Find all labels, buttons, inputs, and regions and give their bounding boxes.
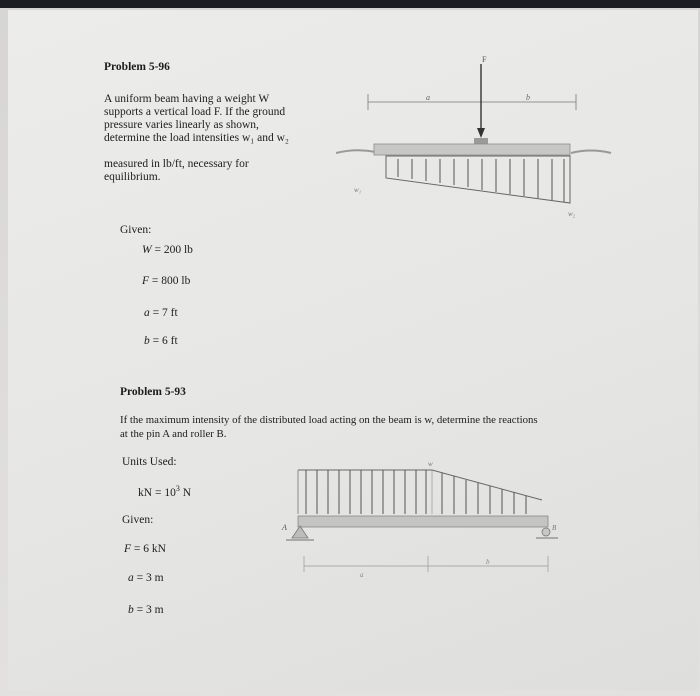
given-value: 6 ft — [162, 335, 178, 347]
dim-b-label: b — [486, 558, 490, 566]
load-outline — [298, 470, 542, 500]
given-value: 800 lb — [161, 275, 191, 287]
given-symbol: F — [124, 543, 132, 555]
beam — [298, 516, 548, 527]
units-lhs: kN — [138, 486, 153, 499]
problem-596-line-5: measured in lb/ft, necessary for — [104, 158, 249, 170]
given-row-b: b = 6 ft — [144, 335, 178, 347]
problem-596-line-1: A uniform beam having a weight W — [104, 93, 270, 105]
dim-a-label: a — [360, 571, 364, 579]
label-a: A — [282, 523, 287, 532]
beam-ground-pressure-figure — [316, 50, 616, 220]
given-row-W: W = 200 lb — [142, 244, 193, 256]
units-row-kn: kN = $10^3$ N — [138, 484, 191, 499]
pin-support-a — [292, 526, 308, 538]
given-symbol: b — [144, 335, 150, 347]
problem-596-line-2: supports a vertical load F. If the ground — [104, 106, 286, 118]
distributed-load-arrows — [306, 470, 526, 514]
w2-label: w₂ — [568, 210, 576, 218]
given-row-a: a = 7 ft — [144, 307, 178, 319]
w-label: w — [428, 460, 433, 468]
given-value: 3 m — [146, 604, 164, 616]
ground-right — [571, 151, 611, 154]
force-f-label: F — [482, 55, 487, 64]
given-symbol: a — [144, 307, 150, 319]
problem-596-title: Problem 5-96 — [104, 61, 170, 73]
given-value: 6 kN — [143, 543, 166, 555]
document-page — [8, 10, 698, 690]
w1-label: w₁ — [354, 186, 362, 194]
problem-596-given-label: Given: — [120, 224, 152, 236]
roller-support-b — [542, 528, 550, 536]
beam — [374, 144, 570, 155]
units-unit: N — [182, 486, 191, 499]
pressure-arrows — [398, 159, 564, 202]
problem-593-line-2: at the pin A and roller B. — [120, 428, 227, 440]
units-used-label: Units Used: — [122, 456, 177, 468]
problem-593-given-label: Given: — [122, 514, 154, 526]
problem-593-title: Problem 5-93 — [120, 386, 186, 398]
given-value: 3 m — [146, 572, 164, 584]
problem-596-line-4: determine the load intensities w₁ and w₂ — [104, 132, 289, 144]
given-symbol: F — [142, 275, 150, 287]
force-f-arrowhead — [477, 128, 485, 138]
units-base: 10 — [164, 486, 176, 499]
given-row-F: F = 800 lb — [142, 275, 191, 287]
load-block — [474, 138, 488, 144]
units-exponent: 3 — [175, 484, 180, 493]
dim-a-label: a — [426, 93, 430, 102]
pressure-diagram — [386, 156, 570, 203]
label-b: B — [552, 524, 557, 532]
given-row-F: F = 6 kN — [124, 543, 166, 555]
given-value: 7 ft — [162, 307, 178, 319]
problem-596-line-3: pressure varies linearly as shown, — [104, 119, 259, 131]
problem-593-line-1: If the maximum intensity of the distributed load acting on the beam is w, determine the reactions — [120, 414, 538, 426]
given-row-b: b = 3 m — [128, 604, 164, 616]
given-symbol: a — [128, 572, 134, 584]
given-row-a: a = 3 m — [128, 572, 164, 584]
given-symbol: W — [142, 244, 152, 256]
given-symbol: b — [128, 604, 134, 616]
beam-distributed-load-figure — [276, 456, 566, 586]
problem-596-line-6: equilibrium. — [104, 171, 161, 183]
dim-b-label: b — [526, 93, 530, 102]
top-edge-bar — [0, 0, 700, 8]
ground-left — [336, 150, 376, 153]
given-value: 200 lb — [163, 244, 193, 256]
